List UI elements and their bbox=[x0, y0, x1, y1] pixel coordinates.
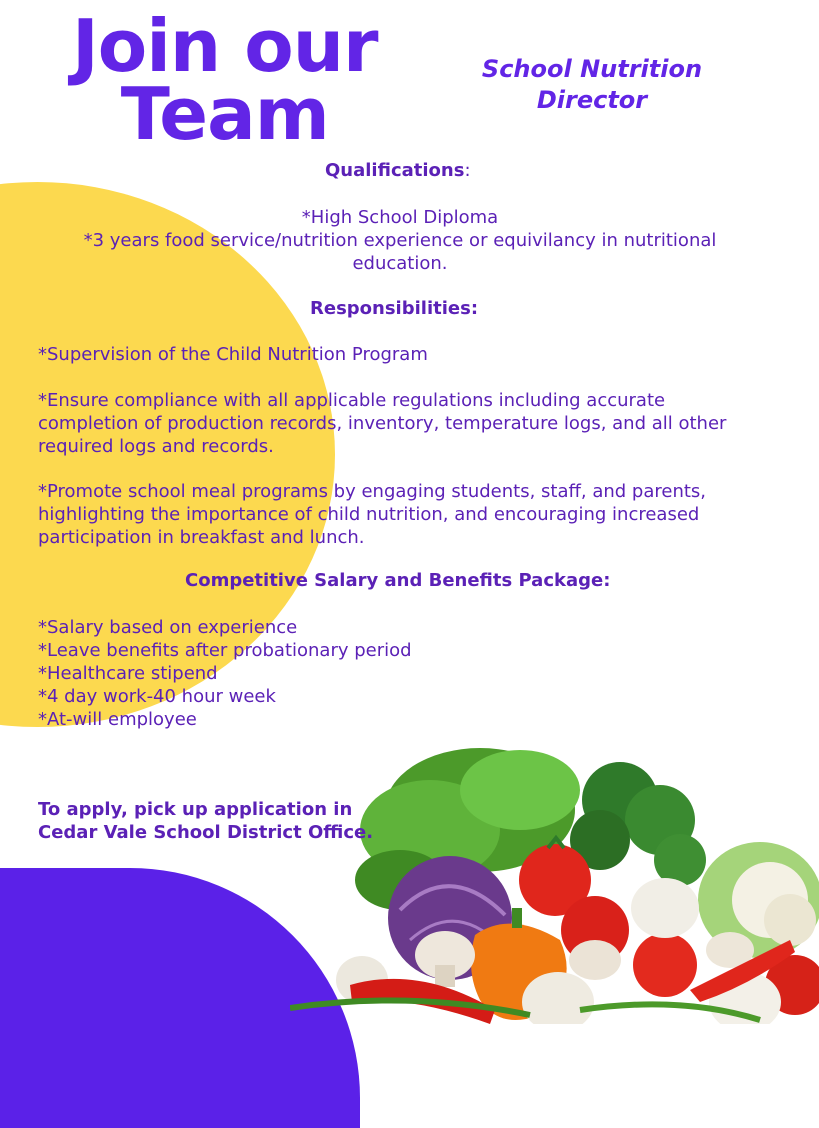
benefit-item: *Salary based on experience bbox=[38, 617, 298, 638]
job-title-line-2: Director bbox=[536, 86, 648, 114]
page-title bbox=[72, 4, 378, 156]
broccoli-icon bbox=[570, 762, 706, 886]
apply-instructions bbox=[38, 798, 373, 844]
benefit-item: *Leave benefits after probationary period bbox=[38, 640, 412, 661]
vegetables-image bbox=[290, 740, 819, 1024]
responsibility-item: *Ensure compliance with all applicable regulations including accurate completion of production records, inventory, temperature logs, and all other required logs and records. bbox=[38, 390, 727, 457]
benefit-item: *Healthcare stipend bbox=[38, 663, 218, 684]
responsibility-item: *Promote school meal programs by engaging students, staff, and parents, highlighting the importance of child nutrition, and encouraging increased participation in breakfast and lunch. bbox=[38, 481, 707, 548]
benefit-item: *4 day work-40 hour week bbox=[38, 686, 276, 707]
qualification-item: *3 years food service/nutrition experience or equivilancy in nutritional bbox=[83, 230, 717, 251]
responsibilities-heading: Responsibilities: bbox=[310, 298, 479, 319]
job-title bbox=[462, 54, 722, 116]
benefits-list bbox=[38, 616, 538, 731]
job-title-line-1: School Nutrition bbox=[481, 55, 703, 83]
qualifications-heading-text: Qualifications bbox=[325, 160, 465, 181]
benefits-heading: Competitive Salary and Benefits Package: bbox=[185, 570, 611, 591]
qualifications-list bbox=[0, 206, 800, 275]
title-line-1: Join our bbox=[72, 4, 378, 88]
title-line-2: Team bbox=[120, 72, 329, 156]
responsibility-item: *Supervision of the Child Nutrition Program bbox=[38, 344, 428, 365]
qualification-item: education. bbox=[352, 253, 448, 274]
benefit-item: *At-will employee bbox=[38, 709, 197, 730]
apply-line-2: Cedar Vale School District Office. bbox=[38, 822, 374, 843]
qualifications-colon: : bbox=[464, 160, 471, 181]
qualifications-heading bbox=[325, 160, 471, 181]
apply-line-1: To apply, pick up application in bbox=[38, 799, 353, 820]
qualification-item: *High School Diploma bbox=[301, 207, 499, 228]
